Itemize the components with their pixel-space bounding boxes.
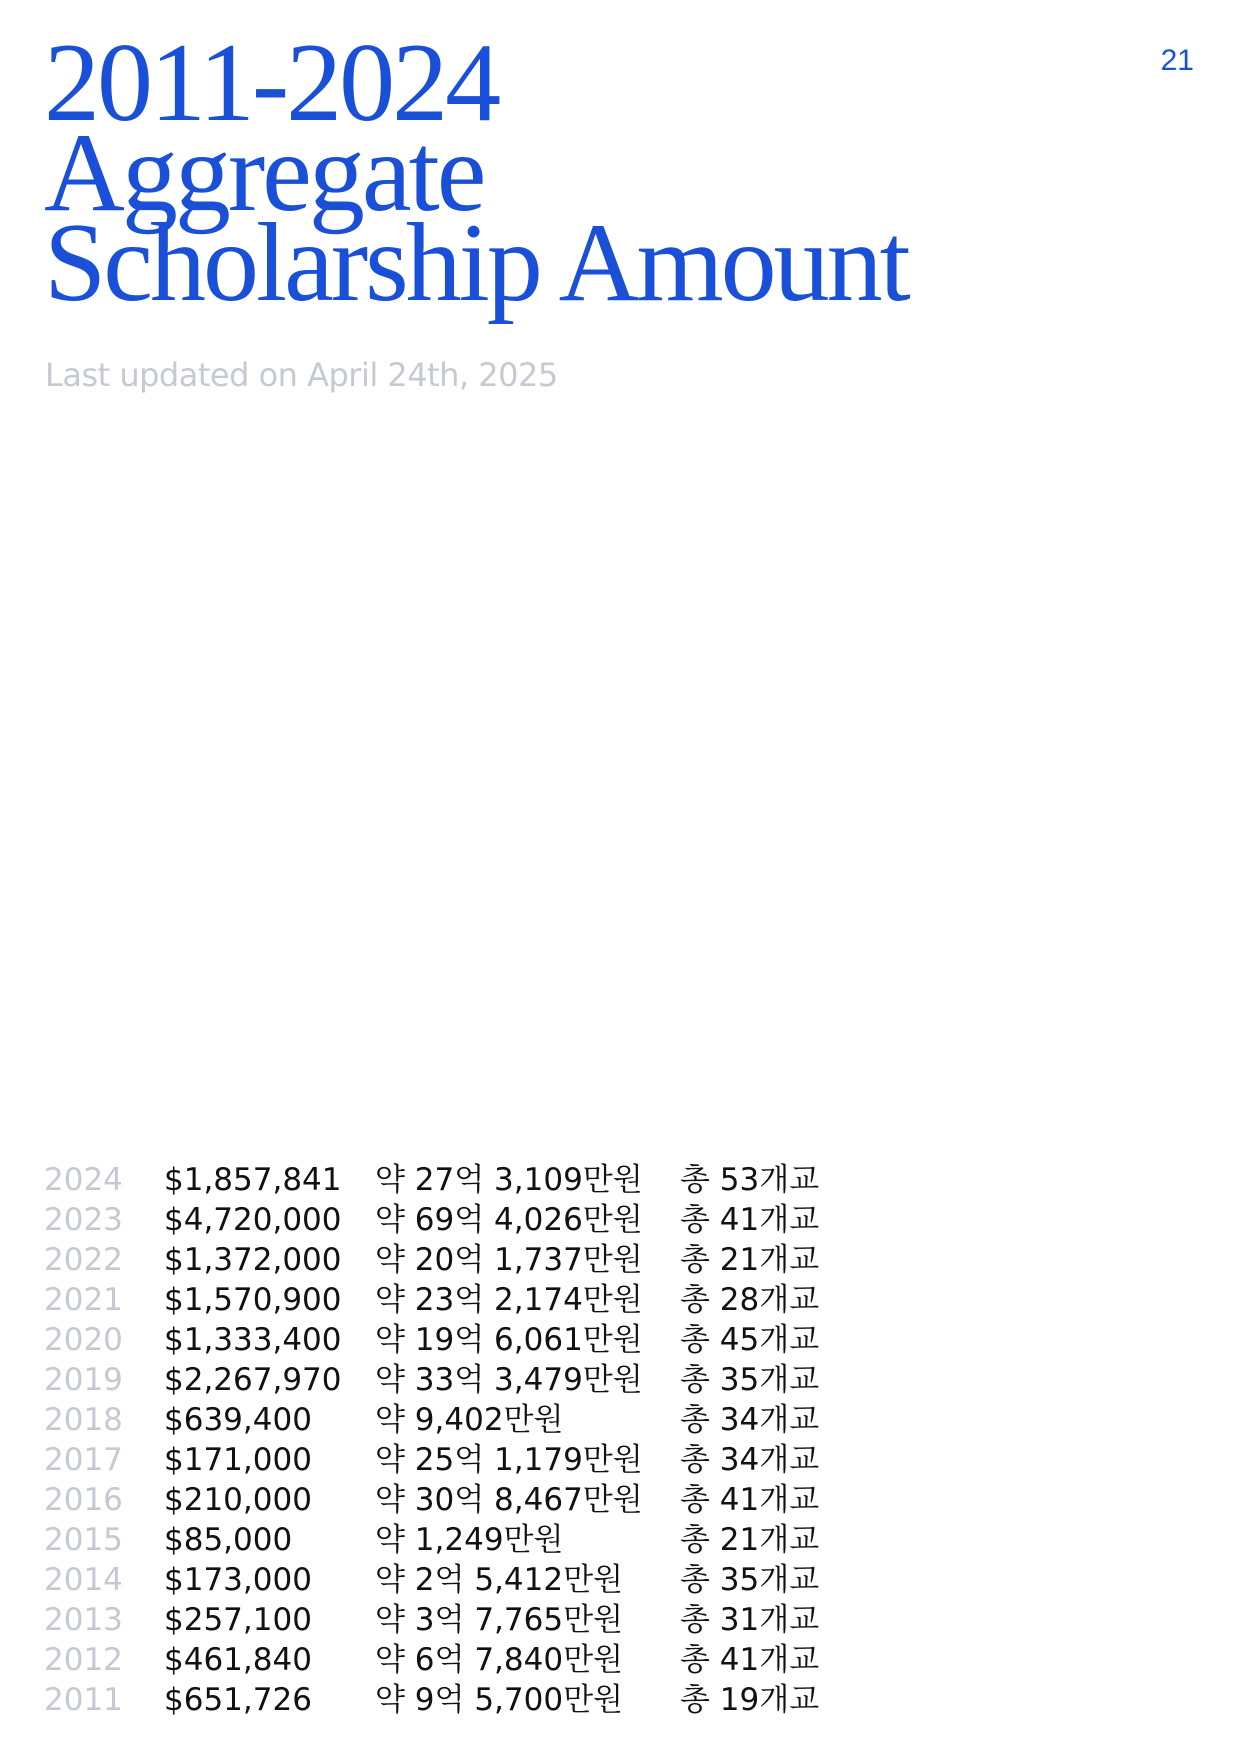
usd-amount-cell: $1,333,400 (164, 1322, 342, 1358)
table-row (44, 1560, 844, 1600)
table-row (44, 1320, 844, 1360)
year-cell: 2018 (44, 1402, 123, 1438)
year-cell: 2012 (44, 1642, 123, 1678)
page-number: 21 (1160, 44, 1194, 77)
usd-amount-cell: $651,726 (164, 1682, 312, 1718)
table-row (44, 1280, 844, 1320)
year-cell: 2011 (44, 1682, 123, 1718)
year-cell: 2013 (44, 1602, 123, 1638)
year-cell: 2023 (44, 1202, 123, 1238)
year-cell: 2014 (44, 1562, 123, 1598)
table-row (44, 1200, 844, 1240)
title-line: Scholarship Amount (44, 201, 908, 325)
schools-count-cell: 총 53개교 (680, 1162, 820, 1198)
usd-amount-cell: $1,857,841 (164, 1162, 342, 1198)
year-cell: 2016 (44, 1482, 123, 1518)
krw-amount-cell: 약 2억 5,412만원 (375, 1562, 623, 1598)
table-row (44, 1480, 844, 1520)
schools-count-cell: 총 35개교 (680, 1362, 820, 1398)
usd-amount-cell: $257,100 (164, 1602, 312, 1638)
krw-amount-cell: 약 9,402만원 (375, 1402, 564, 1438)
krw-amount-cell: 약 9억 5,700만원 (375, 1682, 623, 1718)
table-row (44, 1520, 844, 1560)
krw-amount-cell: 약 27억 3,109만원 (375, 1162, 643, 1198)
krw-amount-cell: 약 6억 7,840만원 (375, 1642, 623, 1678)
table-row (44, 1440, 844, 1480)
last-updated-text: Last updated on April 24th, 2025 (45, 356, 558, 394)
schools-count-cell: 총 45개교 (680, 1322, 820, 1358)
year-cell: 2017 (44, 1442, 123, 1478)
krw-amount-cell: 약 69억 4,026만원 (375, 1202, 643, 1238)
schools-count-cell: 총 41개교 (680, 1642, 820, 1678)
krw-amount-cell: 약 25억 1,179만원 (375, 1442, 643, 1478)
usd-amount-cell: $1,570,900 (164, 1282, 342, 1318)
krw-amount-cell: 약 33억 3,479만원 (375, 1362, 643, 1398)
table-row (44, 1160, 844, 1200)
year-cell: 2020 (44, 1322, 123, 1358)
krw-amount-cell: 약 19억 6,061만원 (375, 1322, 643, 1358)
table-row (44, 1640, 844, 1680)
usd-amount-cell: $461,840 (164, 1642, 312, 1678)
table-row (44, 1360, 844, 1400)
krw-amount-cell: 약 1,249만원 (375, 1522, 564, 1558)
schools-count-cell: 총 34개교 (680, 1442, 820, 1478)
year-cell: 2021 (44, 1282, 123, 1318)
schools-count-cell: 총 28개교 (680, 1282, 820, 1318)
usd-amount-cell: $4,720,000 (164, 1202, 342, 1238)
table-row (44, 1240, 844, 1280)
usd-amount-cell: $210,000 (164, 1482, 312, 1518)
krw-amount-cell: 약 23억 2,174만원 (375, 1282, 643, 1318)
schools-count-cell: 총 19개교 (680, 1682, 820, 1718)
year-cell: 2024 (44, 1162, 123, 1198)
schools-count-cell: 총 31개교 (680, 1602, 820, 1638)
schools-count-cell: 총 34개교 (680, 1402, 820, 1438)
krw-amount-cell: 약 20억 1,737만원 (375, 1242, 643, 1278)
usd-amount-cell: $85,000 (164, 1522, 293, 1558)
year-cell: 2015 (44, 1522, 123, 1558)
page-title (44, 21, 908, 325)
schools-count-cell: 총 21개교 (680, 1242, 820, 1278)
table-row (44, 1680, 844, 1720)
table-row (44, 1400, 844, 1440)
usd-amount-cell: $639,400 (164, 1402, 312, 1438)
schools-count-cell: 총 41개교 (680, 1202, 820, 1238)
schools-count-cell: 총 35개교 (680, 1562, 820, 1598)
schools-count-cell: 총 41개교 (680, 1482, 820, 1518)
schools-count-cell: 총 21개교 (680, 1522, 820, 1558)
usd-amount-cell: $2,267,970 (164, 1362, 342, 1398)
year-cell: 2019 (44, 1362, 123, 1398)
title-line: 2011-2024 (44, 21, 499, 145)
title-line: Aggregate (44, 111, 484, 235)
year-cell: 2022 (44, 1242, 123, 1278)
usd-amount-cell: $1,372,000 (164, 1242, 342, 1278)
krw-amount-cell: 약 3억 7,765만원 (375, 1602, 623, 1638)
krw-amount-cell: 약 30억 8,467만원 (375, 1482, 643, 1518)
table-row (44, 1600, 844, 1640)
scholarship-table (44, 1160, 844, 1720)
usd-amount-cell: $171,000 (164, 1442, 312, 1478)
usd-amount-cell: $173,000 (164, 1562, 312, 1598)
